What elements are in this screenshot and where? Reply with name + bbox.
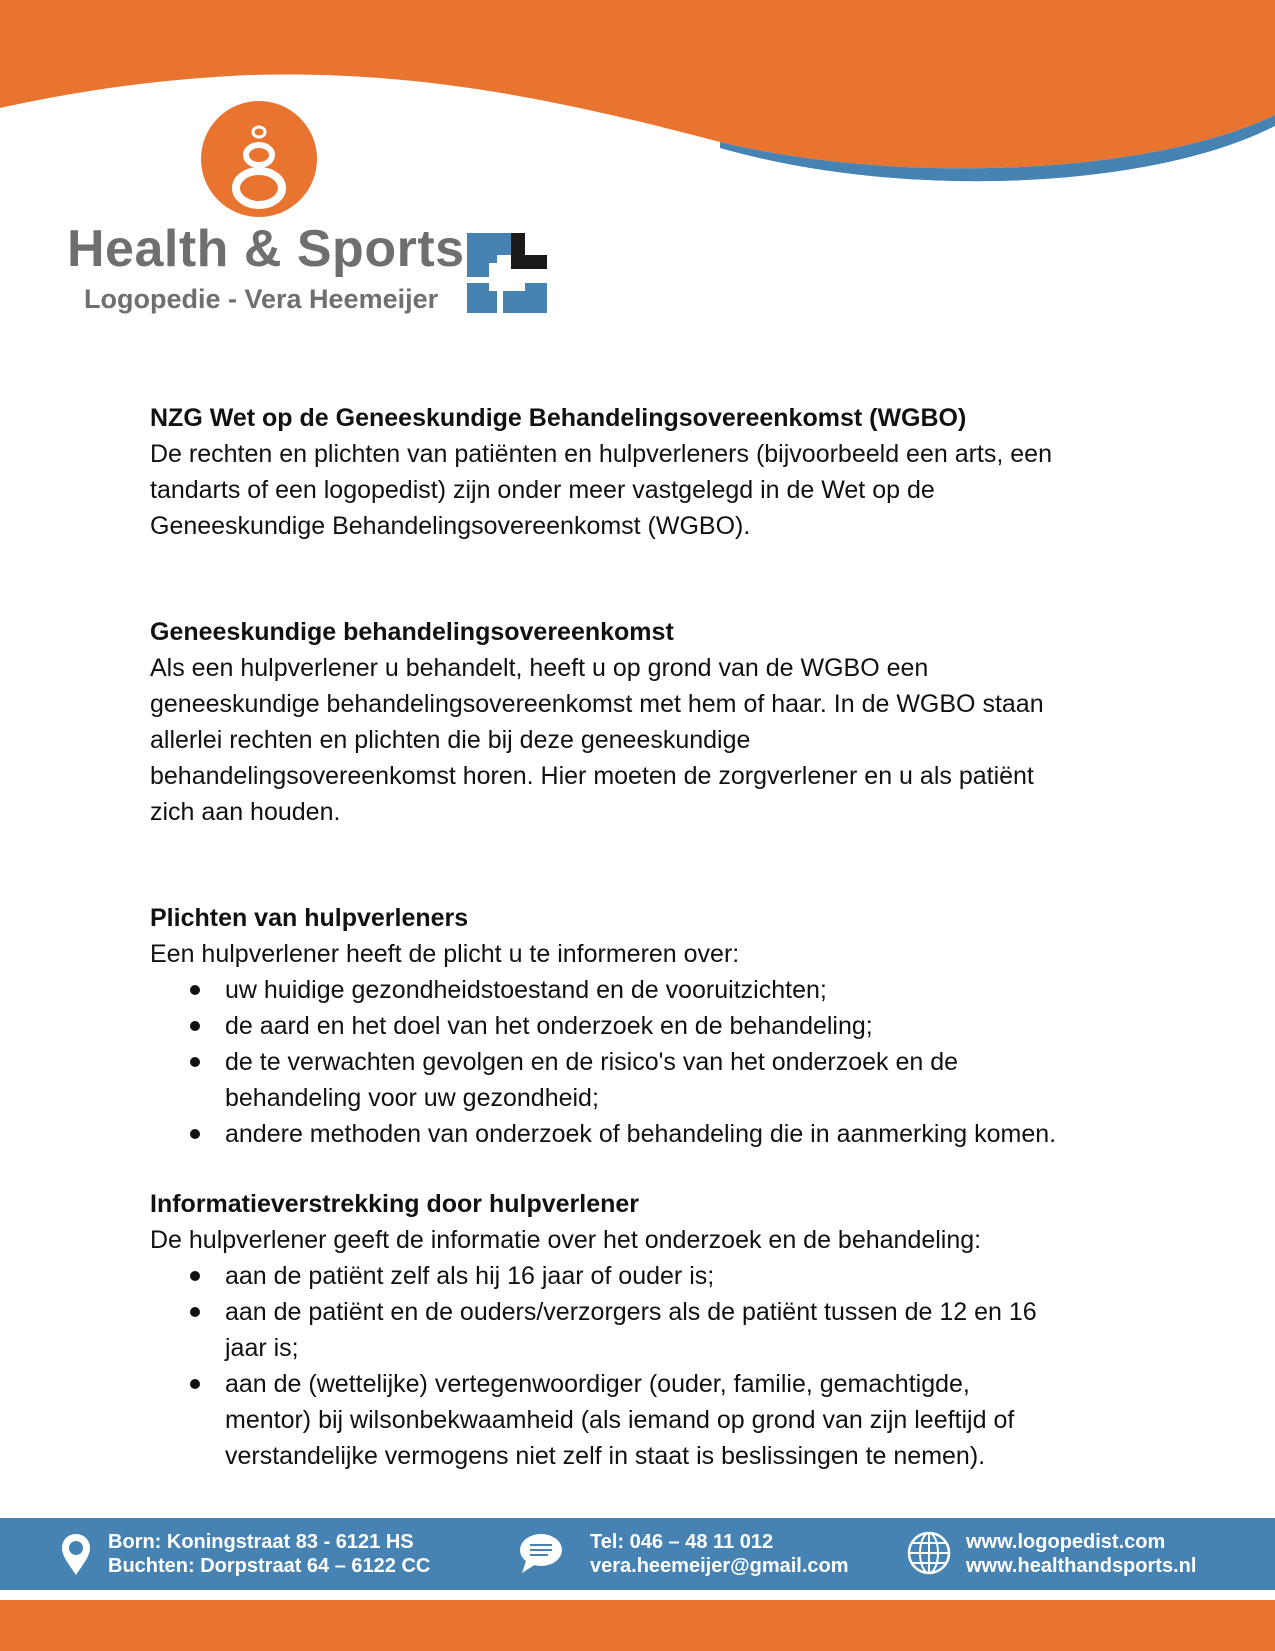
section-intro: De hulpverlener geeft de informatie over het onderzoek en de behandeling: <box>150 1226 982 1254</box>
chat-bubble-icon <box>516 1529 564 1577</box>
brand-subtitle: Logopedie - Vera Heemeijer <box>84 284 439 314</box>
list-item: aan de patiënt zelf als hij 16 jaar of ouder is; <box>225 1258 1150 1294</box>
paragraph-line: allerlei rechten en plichten die bij deze geneeskundige <box>150 726 751 754</box>
section-heading: Geneeskundige behandelingsovereenkomst <box>150 618 674 646</box>
website-link[interactable]: www.healthandsports.nl <box>966 1555 1197 1577</box>
logo-cross-icon <box>467 233 547 313</box>
section-plichten <box>150 900 1150 1152</box>
list-item: de aard en het doel van het onderzoek en de behandeling; <box>225 1008 1150 1044</box>
email-link[interactable]: vera.heemeijer@gmail.com <box>590 1555 849 1577</box>
document-body <box>150 400 1150 1474</box>
footer-web <box>966 1530 1196 1578</box>
paragraph-line: Als een hulpverlener u behandelt, heeft u op grond van de WGBO een <box>150 654 929 682</box>
footer-orange-band <box>0 1600 1275 1651</box>
paragraph-line: zich aan houden. <box>150 798 341 826</box>
paragraph-line: behandelingsovereenkomst horen. Hier moeten de zorgverlener en u als patiënt <box>150 762 1034 790</box>
phone-number[interactable]: Tel: 046 – 48 11 012 <box>590 1531 774 1553</box>
location-pin-icon <box>52 1529 100 1577</box>
paragraph-line: Geneeskundige Behandelingsovereenkomst (WGBO). <box>150 512 751 540</box>
globe-icon <box>905 1529 953 1577</box>
section-heading: Informatieverstrekking door hulpverlener <box>150 1190 640 1218</box>
list-item: uw huidige gezondheidstoestand en de vooruitzichten; <box>225 972 1150 1008</box>
footer-contact <box>590 1530 849 1578</box>
section-heading: Plichten van hulpverleners <box>150 904 469 932</box>
list-item: aan de (wettelijke) vertegenwoordiger (ouder, familie, gemachtigde, mentor) bij wilsonbekwaamheid (als iemand op grond van zijn leeftijd of verstandelijke vermogens niet zelf in staat is beslissingen te nemen). <box>225 1366 1150 1474</box>
section-informatieverstrekking <box>150 1186 1150 1474</box>
section-heading: NZG Wet op de Geneeskundige Behandelingsovereenkomst (WGBO) <box>150 404 967 432</box>
bullet-list <box>150 972 1150 1152</box>
header-wave <box>0 0 1275 200</box>
website-link[interactable]: www.logopedist.com <box>966 1531 1166 1553</box>
footer-address <box>108 1530 430 1578</box>
logo-mark-icon <box>200 100 318 218</box>
paragraph-line: geneeskundige behandelingsovereenkomst met hem of haar. In de WGBO staan <box>150 690 1044 718</box>
section-intro: Een hulpverlener heeft de plicht u te informeren over: <box>150 940 740 968</box>
paragraph-line: De rechten en plichten van patiënten en hulpverleners (bijvoorbeeld een arts, een <box>150 440 1052 468</box>
bullet-list <box>150 1258 1150 1474</box>
section-wgbo <box>150 400 1150 544</box>
address-line: Buchten: Dorpstraat 64 – 6122 CC <box>108 1555 431 1577</box>
list-item: andere methoden van onderzoek of behandeling die in aanmerking komen. <box>225 1116 1150 1152</box>
brand-name: Health & Sports <box>67 220 465 278</box>
list-item: de te verwachten gevolgen en de risico's van het onderzoek en de behandeling voor uw gezondheid; <box>225 1044 1150 1116</box>
address-line: Born: Koningstraat 83 - 6121 HS <box>108 1531 414 1553</box>
section-behandelingsovereenkomst <box>150 614 1150 830</box>
paragraph-line: tandarts of een logopedist) zijn onder meer vastgelegd in de Wet op de <box>150 476 935 504</box>
footer-contact-bar <box>0 1518 1275 1590</box>
list-item: aan de patiënt en de ouders/verzorgers als de patiënt tussen de 12 en 16 jaar is; <box>225 1294 1150 1366</box>
